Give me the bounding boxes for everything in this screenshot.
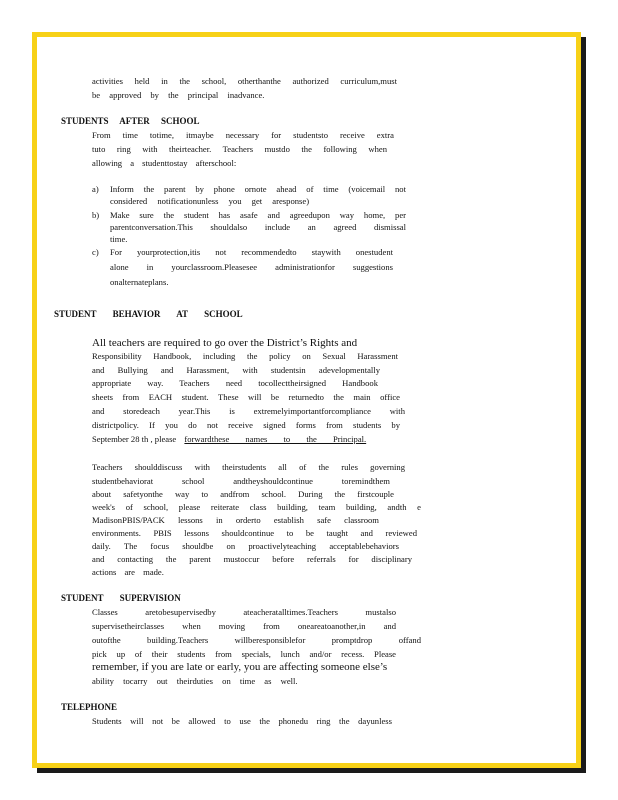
behavior-p2-line-6: environments. PBIS lessons shouldcontinue to be taught and reviewed xyxy=(92,528,417,538)
intro-line-1: activities held in the school, otherthanthe authorized curriculum,must xyxy=(92,76,397,86)
item-a-line-2: considered notificationunless you get aresponse) xyxy=(110,196,310,206)
supervision-line-4: pick up of their students from specials, lunch and/or recess. Please xyxy=(92,649,396,659)
behavior-p2-line-3: about safetyonthe way to andfrom school. During the firstcouple xyxy=(92,489,394,499)
supervision-line-1: Classes aretobesupervisedby ateacheratalltimes.Teachers mustalso xyxy=(92,607,396,617)
after-school-line-1: From time totime, itmaybe necessary for studentsto receive extra xyxy=(92,130,394,140)
behavior-p1-line-5: sheets from EACH student. These will be returnedto the main office xyxy=(92,392,400,402)
telephone-line-1: Students will not be allowed to use the phonedu ring the dayunless xyxy=(92,716,392,726)
after-school-line-3: allowing a studenttostay afterschool: xyxy=(92,158,237,168)
behavior-p1-line-2: Responsibility Handbook, including the policy on Sexual Harassment xyxy=(92,351,398,361)
supervision-line-6: ability tocarry out theirduties on time as well. xyxy=(92,676,298,686)
behavior-p1-line-7: districtpolicy. If you do not receive signed forms from students by xyxy=(92,420,400,430)
list-marker-b: b) xyxy=(92,210,100,220)
document-page xyxy=(32,32,581,768)
behavior-p2-line-7: daily. The focus shouldbe on proactivelyteaching acceptablebehaviors xyxy=(92,541,399,551)
section-heading-telephone: TELEPHONE xyxy=(61,702,118,712)
behavior-p2-line-8: and contacting the parent mustoccur before referrals for disciplinary xyxy=(92,554,412,564)
after-school-line-2: tuto ring with theirteacher. Teachers mustdo the following when xyxy=(92,144,387,154)
item-c-line-1: For yourprotection,itis not recommendedto staywith onestudent xyxy=(110,247,393,257)
behavior-p1-underlined-text: forwardthese names to the Principal. xyxy=(184,434,367,444)
document-content xyxy=(37,37,576,763)
behavior-p1-line-3: and Bullying and Harassment, with studentsin adevelopmentally xyxy=(92,365,380,375)
behavior-p2-line-2: studentbehaviorat school andtheyshouldcontinue toremindthem xyxy=(92,476,390,486)
behavior-p2-line-4: week's of school, please reiterate class building, team building, andth e xyxy=(92,502,421,512)
section-heading-behavior: STUDENT BEHAVIOR AT SCHOOL xyxy=(54,309,243,319)
intro-line-2: be approved by the principal inadvance. xyxy=(92,90,265,100)
behavior-p1-line-8 xyxy=(92,434,366,444)
section-heading-supervision: STUDENT SUPERVISION xyxy=(61,593,181,603)
behavior-p2-line-9: actions are made. xyxy=(92,567,164,577)
item-c-line-3: onalternateplans. xyxy=(110,277,169,287)
behavior-p2-line-1: Teachers shoulddiscuss with theirstudents all of the rules governing xyxy=(92,462,405,472)
list-marker-a: a) xyxy=(92,184,99,194)
item-b-line-3: time. xyxy=(110,234,128,244)
item-b-line-2: parentconversation.This shouldalso include an agreed dismissal xyxy=(110,222,406,232)
section-heading-after-school: STUDENTS AFTER SCHOOL xyxy=(61,116,200,126)
behavior-p1-last-text: September 28 th , please xyxy=(92,434,177,444)
item-c-line-2: alone in yourclassroom.Pleasesee administrationfor suggestions xyxy=(110,262,393,272)
list-marker-c: c) xyxy=(92,247,99,257)
behavior-p1-line-1: All teachers are required to go over the District’s Rights and xyxy=(92,337,358,349)
item-b-line-1: Make sure the student has asafe and agreedupon way home, per xyxy=(110,210,406,220)
supervision-line-3: outofthe building.Teachers willberesponsiblefor promptdrop offand xyxy=(92,635,421,645)
behavior-p1-line-6: and storedeach year.This is extremelyimportantforcompliance with xyxy=(92,406,405,416)
item-a-line-1: Inform the parent by phone ornote ahead of time (voicemail not xyxy=(110,184,406,194)
supervision-line-5: remember, if you are late or early, you are affecting someone else’s xyxy=(92,661,388,673)
behavior-p1-line-4: appropriate way. Teachers need tocollecttheirsigned Handbook xyxy=(92,378,378,388)
behavior-p2-line-5: MadisonPBIS/PACK lessons in orderto establish safe classroom xyxy=(92,515,379,525)
supervision-line-2: supervisetheirclasses when moving from oneareatoanother,in and xyxy=(92,621,396,631)
